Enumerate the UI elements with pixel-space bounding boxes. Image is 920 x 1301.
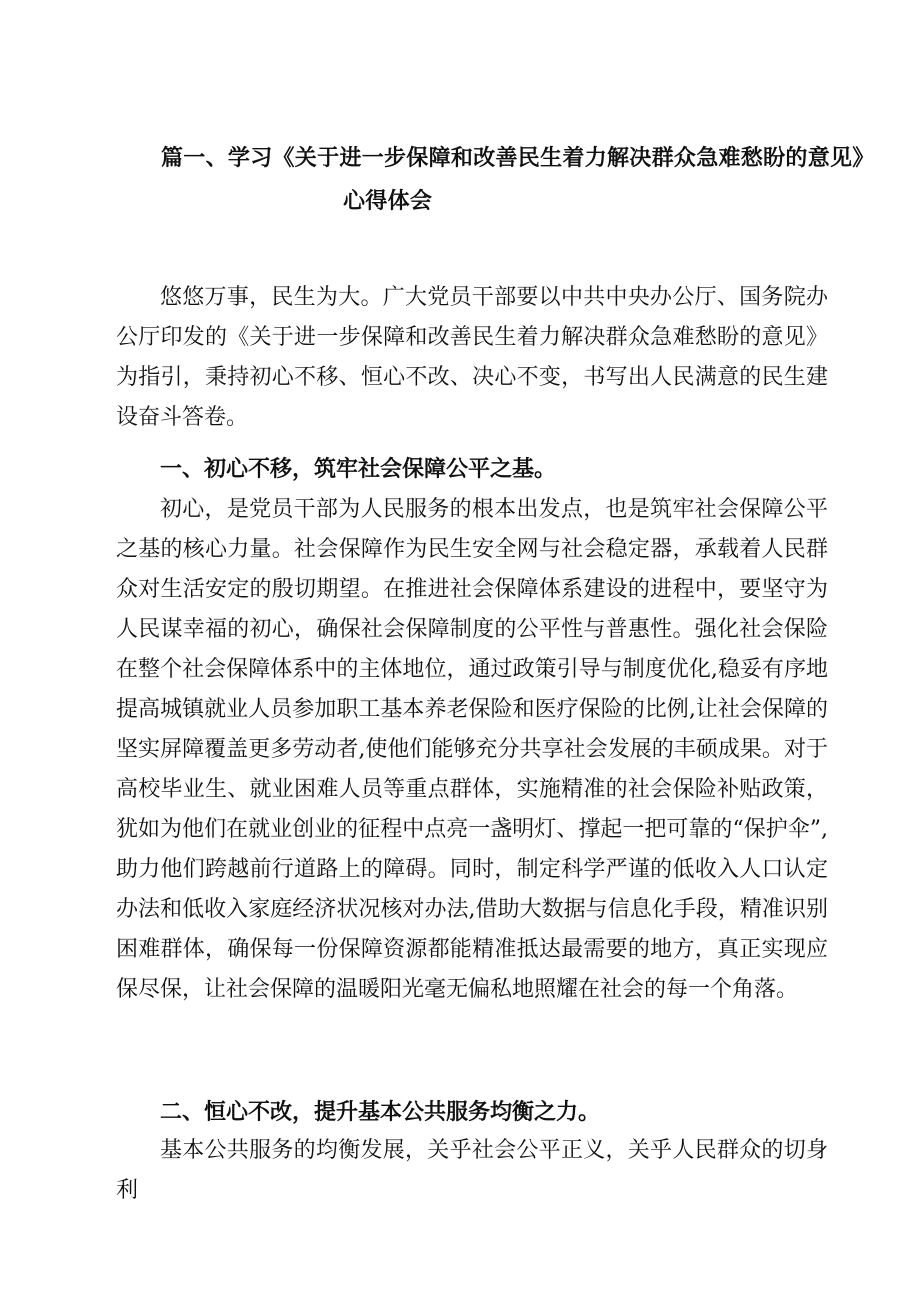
intro-paragraph: 悠悠万事，民生为大。广大党员干部要以中共中央办公厅、国务院办公厅印发的《关于进一步保障和改善民生着力解决群众急难愁盼的意见》为指引，秉持初心不移、恒心不改、决心不变，书写出人民满意的民生建设奋斗答卷。	[116, 285, 828, 430]
section-2-paragraph: 基本公共服务的均衡发展，关乎社会公平正义，关乎人民群众的切身利	[116, 1138, 828, 1203]
section-heading-1: 一、初心不移，筑牢社会保障公平之基。	[160, 456, 557, 482]
document-title-line2: 心得体会	[343, 188, 433, 214]
section-heading-2: 二、恒心不改，提升基本公共服务均衡之力。	[160, 1099, 601, 1125]
section-1-paragraph: 初心，是党员干部为人民服务的根本出发点，也是筑牢社会保障公平之基的核心力量。社会保障作为民生安全网与社会稳定器，承载着人民群众对生活安定的殷切期望。在推进社会保障体系建设的进程中，要坚守为人民谋幸福的初心，确保社会保障制度的公平性与普惠性。强化社会保险在整个社会保障体系中的主体地位，通过政策引导与制度优化,稳妥有序地提高城镇就业人员参加职工基本养老保险和医疗保险的比例,让社会保障的坚实屏障覆盖更多劳动者,使他们能够充分共享社会发展的丰硕成果。对于高校毕业生、就业困难人员等重点群体，实施精准的社会保险补贴政策，犹如为他们在就业创业的征程中点亮一盏明灯、撑起一把可靠的“保护伞”,助力他们跨越前行道路上的障碍。同时，制定科学严谨的低收入人口认定办法和低收入家庭经济状况核对办法,借助大数据与信息化手段，精准识别困难群体，确保每一份保障资源都能精准抵达最需要的地方，真正实现应保尽保，让社会保障的温暖阳光毫无偏私地照耀在社会的每一个角落。	[116, 497, 828, 1002]
document-title-line1: 篇一、学习《关于进一步保障和改善民生着力解决群众急难愁盼的意见》	[161, 145, 875, 171]
